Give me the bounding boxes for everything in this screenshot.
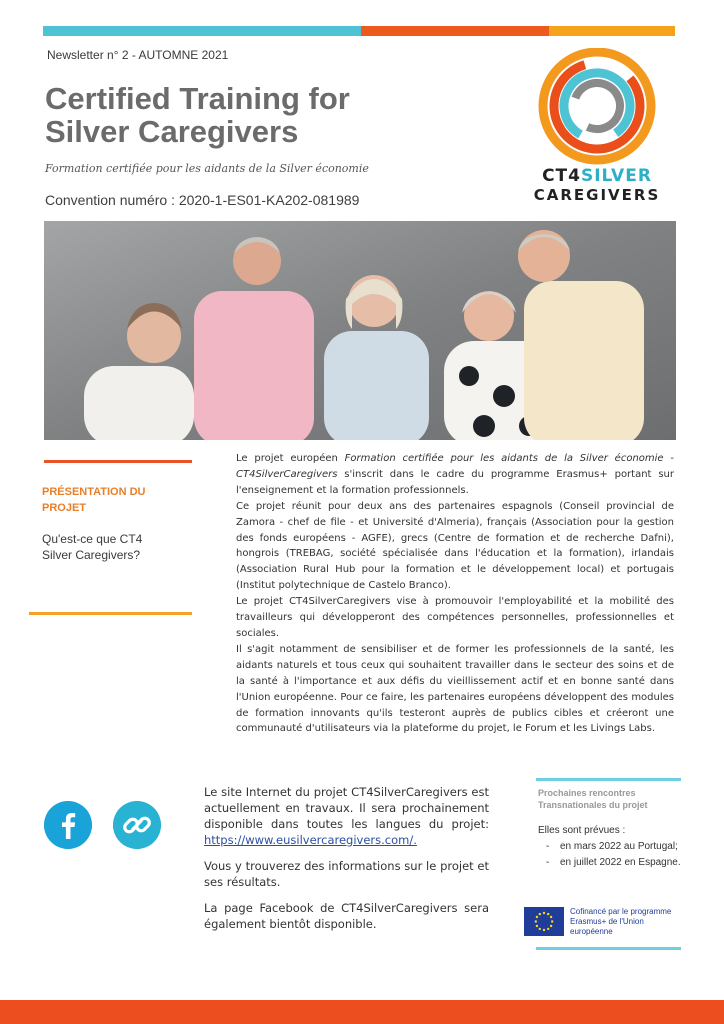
eu-flag-icon <box>524 907 564 936</box>
website-paragraph: Le site Internet du projet CT4SilverCaregivers est actuellement en travaux. Il sera prochainement disponible dans toutes les langues du projet: https://www.eusilvercaregivers.com/. <box>204 785 489 847</box>
eu-cofinanced-text: Cofinancé par le programme Erasmus+ de l'Union européenne <box>570 907 672 936</box>
meetings-body <box>538 824 685 872</box>
newsletter-label: Newsletter n° 2 - AUTOMNE 2021 <box>47 48 229 62</box>
meetings-item: - en mars 2022 au Portugal; <box>538 840 685 854</box>
link-icon[interactable] <box>113 801 161 849</box>
description-paragraph: Il s'agit notamment de sensibiliser et de former les professionnels de la santé, les aidants naturels et tous ceux qui souhaitent travailler dans le secteur des soins et de la santé à l'importance et aux défis du vieillissement actif et en bonne santé dans l'Union européenne. Pour ce faire, les partenaires européens développent des modules de formation innovants qu'ils testeront auprès de publics cibles et créeront une communauté d'utilisateurs via la plateforme du projet, le Forum et les Livings Labs. <box>236 643 674 735</box>
facebook-icon[interactable] <box>44 801 92 849</box>
website-link[interactable]: https://www.eusilvercaregivers.com/. <box>204 833 417 847</box>
meetings-title: Prochaines rencontres Transnationales du projet <box>538 788 648 810</box>
convention-number: Convention numéro : 2020-1-ES01-KA202-081989 <box>45 192 360 208</box>
seniors-group-photo <box>44 221 676 440</box>
meetings-item: - en juillet 2022 en Espagne. <box>538 856 685 870</box>
website-info <box>204 784 489 942</box>
description-paragraph: Ce projet réunit pour deux ans des partenaires espagnols (Conseil provincial de Zamora - chef de file - et Université d'Almeria), français (Association pour la gestion des fonds européens - AGFE), grecs (Centre de formation et de recherche Dafni), hongrois (TREBAG, société spécialisée dans l'éducation et la formation), irlandais (Association Rural Hub pour la formation et le développement local) et portugais (Institut polytechnique de Castelo Branco). <box>236 500 674 592</box>
top-bar-cyan <box>43 26 361 36</box>
project-description <box>236 451 674 737</box>
meetings-intro: Elles sont prévues : <box>538 825 626 836</box>
footer-bar <box>0 1000 724 1024</box>
sidebar-divider-top <box>44 460 192 463</box>
website-paragraph: Vous y trouverez des informations sur le projet et ses résultats. <box>204 859 489 889</box>
top-bar-orange <box>549 26 675 36</box>
description-paragraph: Le projet européen Formation certifiée pour les aidants de la Silver économie - CT4SilverCaregivers s'inscrit dans le cadre du programme Erasmus+ portant sur l'enseignement et la formation professionnels. <box>236 453 674 496</box>
meetings-list <box>538 840 685 870</box>
logo-wordmark-top: CT4SILVER <box>542 166 652 186</box>
section-heading: PRÉSENTATION DU PROJET <box>42 486 146 514</box>
description-paragraph: Le projet CT4SilverCaregivers vise à promouvoir l'employabilité et la mobilité des travailleurs qui développeront des compétences personnelles, professionnelles et sociales. <box>236 596 674 639</box>
meetings-divider-top <box>536 778 681 781</box>
facebook-paragraph: La page Facebook de CT4SilverCaregivers sera également bientôt disponible. <box>204 901 489 931</box>
page-subtitle: Formation certifiée pour les aidants de la Silver économie <box>45 162 369 175</box>
page-title: Certified Training for Silver Caregivers <box>45 81 350 149</box>
logo-wordmark-bottom: CAREGIVERS <box>533 186 661 204</box>
section-question: Qu'est-ce que CT4 Silver Caregivers? <box>42 532 143 562</box>
meetings-divider-bottom <box>536 947 681 950</box>
sidebar-divider-bottom <box>29 612 192 615</box>
top-bar-red <box>361 26 549 36</box>
